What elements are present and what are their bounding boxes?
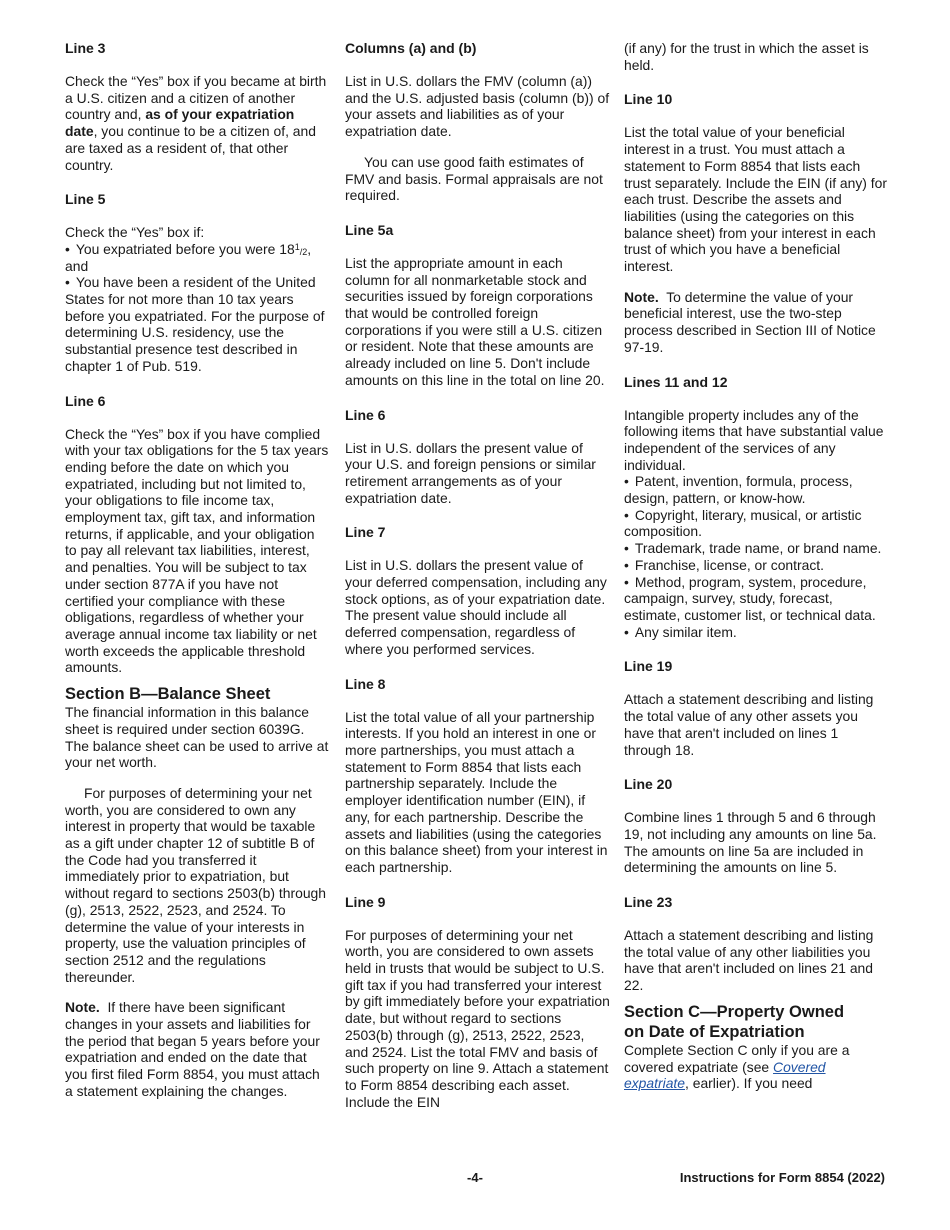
section-b-heading: Section B—Balance Sheet <box>65 685 271 704</box>
section-b-p1: The financial information in this balance sheet is required under section 6039G. The balance sheet can be used to arrive at your net worth. <box>65 704 329 771</box>
line-10-text: List the total value of your beneficial interest in a trust. You must attach a statement to Form 8854 that lists each trust separately. Include the EIN (if any) for each trust. Describe the assets and liabilities (using the categories on this balance sheet) from your interest in each trust of which you have a beneficial interest. <box>624 124 888 275</box>
columns-ab-heading: Columns (a) and (b) <box>345 40 477 56</box>
fraction-denominator: /2 <box>299 246 308 257</box>
line-8-heading: Line 8 <box>345 675 386 692</box>
line-9-continuation: (if any) for the trust in which the asset is held. <box>624 40 869 73</box>
intangible-bullet: • Trademark, trade name, or brand name. <box>624 540 888 557</box>
line-9-text: For purposes of determining your net worth, you are considered to own assets held in trusts that would be subject to U.S. gift tax if you had transferred your interest by gift immediately before your expatriation date, but without regard to sections 2503(b) through (g), 2513, 2522, 2523, and 2524. List the total FMV and basis of such property on line 9. Attach a statement to Form 8854 describing each asset. Include the EIN <box>345 926 610 1110</box>
line-6-heading: Line 6 <box>65 392 106 409</box>
line-3-heading: Line 3 <box>65 40 106 56</box>
line-5-intro: Check the “Yes” box if: <box>65 224 205 241</box>
lines-11-12-intro: Intangible property includes any of the following items that have substantial value independent of the services of any individual. <box>624 406 884 473</box>
intangible-bullet: • Patent, invention, formula, process, design, pattern, or know-how. <box>624 473 888 506</box>
line-5-bullet-1-end: , and <box>65 240 312 274</box>
col2-line-6-text: List in U.S. dollars the present value of your U.S. and foreign pensions or similar retirement arrangements as of your expatriation date. <box>345 439 596 506</box>
section-b-note-text: If there have been significant changes in your assets and liabilities for the period that began 5 years before your expatriation and ended on the date that you first filed Form 8854, you must attach a statement explaining the changes. <box>65 999 320 1099</box>
section-c-text-b: , earlier). If you need <box>685 1075 813 1092</box>
line-3-text <box>65 73 329 173</box>
line-5a-heading: Line 5a <box>345 221 394 238</box>
section-c-heading-line-2: on Date of Expatriation <box>624 1022 805 1041</box>
note-label: Note. <box>624 288 659 305</box>
line-20-heading: Line 20 <box>624 776 673 793</box>
line-5-bullet-1-text: You expatriated before you were 18 <box>75 240 295 257</box>
line-5-bullet-1 <box>65 241 329 274</box>
column-1 <box>65 40 329 1100</box>
line-10-heading: Line 10 <box>624 91 673 108</box>
line-3-text-bold: as of your expatriation date <box>65 106 295 140</box>
line-10-note <box>624 289 888 356</box>
line-7-text: List in U.S. dollars the present value of your deferred compensation, including any stock options, as of your expatriation date. The present value should include all deferred compensation, regardless of where you performed services. <box>345 557 607 657</box>
lines-11-12-heading: Lines 11 and 12 <box>624 373 728 390</box>
section-b-note <box>65 999 329 1099</box>
section-b-p2: For purposes of determining your net worth, you are considered to own any interest in property that would be taxable as a gift under chapter 12 of subtitle B of the Code had you transferred it immediately prior to expatriation, but without regard to sections 2503(b) through (g), 2513, 2522, 2523, and 2524. To determine the value of your interests in property, use the valuation principles of section 2512 and the regulations thereunder. <box>65 784 326 985</box>
line-23-text: Attach a statement describing and listing the total value of any other liabilities you have that aren't included on lines 21 and 22. <box>624 927 874 994</box>
line-19-heading: Line 19 <box>624 658 673 675</box>
line-9-heading: Line 9 <box>345 893 386 910</box>
line-19-text: Attach a statement describing and listing the total value of any other assets you have that aren't included on lines 1 through 18. <box>624 691 874 758</box>
column-2 <box>345 40 610 1110</box>
footer-title: Instructions for Form 8854 (2022) <box>679 1170 885 1185</box>
line-5-heading: Line 5 <box>65 191 106 208</box>
section-c-heading <box>624 1002 888 1042</box>
line-20-text: Combine lines 1 through 5 and 6 through 19, not including any amounts on line 5a. The amounts on line 5a are included in determining the amounts on line 5. <box>624 809 877 876</box>
intangible-bullet: • Method, program, system, procedure, campaign, survey, study, forecast, estimate, customer list, or technical data. <box>624 574 888 624</box>
line-3-text-a: Check the “Yes” box if you became at birth a U.S. citizen and a citizen of another country and, <box>65 73 327 123</box>
line-5-bullet-2: • You have been a resident of the United States for not more than 10 tax years before you expatriated. For the purpose of determining U.S. residency, use the substantial presence test described in chapter 1 of Pub. 519. <box>65 274 329 374</box>
covered-expatriate-link[interactable]: Covered expatriate <box>624 1058 826 1092</box>
section-c-text-a: Complete Section C only if you are a covered expatriate (see <box>624 1041 850 1075</box>
intangible-bullet: • Any similar item. <box>624 624 888 641</box>
section-c-text <box>624 1042 888 1092</box>
line-8-text: List the total value of all your partnership interests. If you hold an interest in one or more partnerships, you must attach a statement to Form 8854 that lists each partnership separately. Include the employer identification number (EIN), if any, for each partnership. Describe the assets and liabilities (using the categories on this balance sheet) from your interest in each partnership. <box>345 708 608 875</box>
column-3 <box>624 40 888 1092</box>
line-7-heading: Line 7 <box>345 524 386 541</box>
fraction-numerator: 1 <box>294 241 300 252</box>
note-label: Note. <box>65 999 100 1016</box>
line-3-text-c: , you continue to be a citizen of, and are taxed as a resident of, that other country. <box>65 123 316 173</box>
line-5a-text: List the appropriate amount in each column for all nonmarketable stock and securities issued by foreign corporations that would be controlled foreign corporations if you were still a U.S. citizen or resident. Note that these amounts are already included on line 5. Don't include amounts on this line in the total on line 20. <box>345 254 605 388</box>
columns-ab-p2: You can use good faith estimates of FMV and basis. Formal appraisals are not required. <box>345 153 603 204</box>
col2-line-6-heading: Line 6 <box>345 406 386 423</box>
page-number: -4- <box>467 1170 483 1185</box>
columns-ab-p1: List in U.S. dollars the FMV (column (a)) and the U.S. adjusted basis (column (b)) of your assets and liabilities as of your expatriation date. <box>345 73 610 140</box>
intangible-bullet: • Franchise, license, or contract. <box>624 557 888 574</box>
line-6-text: Check the “Yes” box if you have complied with your tax obligations for the 5 tax years ending before the date on which you expatriated, including but not limited to, your obligations to file income tax, employment tax, gift tax, and information returns, if applicable, and your obligation to pay all relevant tax liabilities, interest, and penalties. You will be subject to tax under section 877A if you have not certified your compliance with these obligations, regardless of whether your average annual income tax liability or net worth exceeds the applicable threshold amounts. <box>65 425 329 676</box>
line-23-heading: Line 23 <box>624 894 673 911</box>
intangible-bullet: • Copyright, literary, musical, or artistic composition. <box>624 507 888 540</box>
section-c-heading-line-1: Section C—Property Owned <box>624 1002 845 1021</box>
line-10-note-text: To determine the value of your beneficial interest, use the two-step process described in Section III of Notice 97-19. <box>624 288 876 355</box>
